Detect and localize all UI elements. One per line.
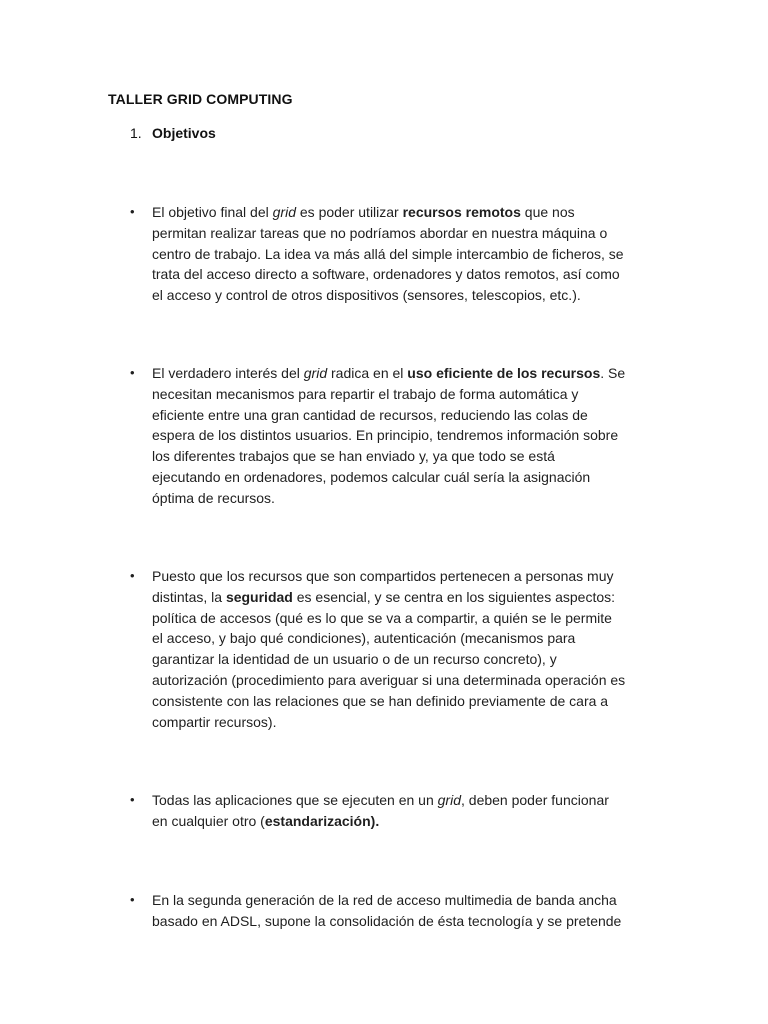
text-run: es poder utilizar xyxy=(296,204,403,220)
bullet-marker: • xyxy=(130,892,135,907)
bullet-paragraph-security xyxy=(130,566,670,732)
paragraph-line xyxy=(152,488,670,509)
paragraph-line xyxy=(152,244,670,265)
paragraph-line xyxy=(152,405,670,426)
paragraph-line xyxy=(152,202,670,223)
text-run: centro de trabajo. La idea va más allá del simple intercambio de ficheros, se xyxy=(152,245,624,262)
bullet-paragraph-standardization xyxy=(130,790,670,832)
text-run: que nos xyxy=(520,204,575,220)
paragraph-line xyxy=(152,628,670,649)
bold-text: recursos remotos xyxy=(402,204,521,220)
text-run: , deben poder funcionar xyxy=(461,792,609,808)
bullet-marker: • xyxy=(130,792,135,807)
text-run: radica en el xyxy=(327,365,408,381)
text-run: ejecutando en ordenadores, podemos calcular cuál sería la asignación xyxy=(152,468,591,485)
text-run: el acceso, y bajo qué condiciones), autenticación (mecanismos para xyxy=(152,630,576,647)
text-run: el acceso y control de otros dispositivos (sensores, telescopios, etc.). xyxy=(152,287,581,304)
text-run: trata del acceso directo a software, ordenadores y datos remotos, así como xyxy=(152,266,620,283)
paragraph-line xyxy=(152,790,670,811)
paragraph-line xyxy=(152,446,670,467)
paragraph-line xyxy=(152,811,670,832)
text-run: autorización (procedimiento para averiguar si una determinada operación es xyxy=(152,671,626,688)
text-run: espera de los distintos usuarios. En principio, tendremos información sobre xyxy=(152,427,619,444)
bullet-marker: • xyxy=(130,365,135,380)
paragraph-text xyxy=(152,363,670,509)
text-run: permitan realizar tareas que no podríamos abordar en nuestra máquina o xyxy=(152,224,608,241)
paragraph-line xyxy=(152,384,670,405)
bullet-marker: • xyxy=(130,568,135,583)
text-run: Todas las aplicaciones que se ejecuten en un xyxy=(152,792,438,808)
italic-text: grid xyxy=(303,365,328,381)
paragraph-line xyxy=(152,467,670,488)
text-run: eficiente entre una gran cantidad de recursos, reduciendo las colas de xyxy=(152,406,588,423)
paragraph-line xyxy=(152,285,670,306)
paragraph-line xyxy=(152,587,670,608)
bullet-marker: • xyxy=(130,204,135,219)
text-run: basado en ADSL, supone la consolidación de ésta tecnología y se pretende xyxy=(152,912,622,929)
paragraph-line xyxy=(152,691,670,712)
paragraph-line xyxy=(152,649,670,670)
text-run: los diferentes trabajos que se han enviado y, ya que todo se está xyxy=(152,448,555,465)
section-label: Objetivos xyxy=(152,125,216,141)
paragraph-line xyxy=(152,264,670,285)
text-run: necesitan mecanismos para repartir el trabajo de forma automática y xyxy=(152,385,579,402)
paragraph-line xyxy=(152,566,670,587)
paragraph-line xyxy=(152,712,670,733)
section-heading xyxy=(130,125,216,141)
paragraph-line xyxy=(152,608,670,629)
paragraph-text xyxy=(152,890,670,932)
paragraph-text xyxy=(152,202,670,306)
section-number: 1. xyxy=(130,125,142,141)
text-run: es esencial, y se centra en los siguientes aspectos: xyxy=(292,588,616,605)
bold-text: seguridad xyxy=(225,588,293,605)
text-run: garantizar la identidad de un usuario o de un recurso concreto), y xyxy=(152,651,557,668)
bold-text: estandarización). xyxy=(264,812,380,829)
paragraph-line xyxy=(152,670,670,691)
paragraph-text xyxy=(152,790,670,832)
paragraph-line xyxy=(152,223,670,244)
text-run: óptima de recursos. xyxy=(152,489,275,506)
text-run: Puesto que los recursos que son compartidos pertenecen a personas muy xyxy=(152,568,614,584)
paragraph-line xyxy=(152,425,670,446)
italic-text: grid xyxy=(437,792,461,808)
paragraph-text xyxy=(152,566,670,732)
bullet-paragraph-remote-resources xyxy=(130,202,670,306)
text-run: en cualquier otro ( xyxy=(152,812,265,829)
bold-text: uso eficiente de los recursos xyxy=(407,365,601,381)
text-run: . Se xyxy=(600,365,626,381)
text-run: consistente con las relaciones que se han definido previamente de cara a xyxy=(152,692,609,709)
paragraph-line xyxy=(152,363,670,384)
bullet-paragraph-second-generation xyxy=(130,890,670,932)
bullet-paragraph-efficient-use xyxy=(130,363,670,509)
text-run: El objetivo final del xyxy=(152,204,273,220)
text-run: compartir recursos). xyxy=(152,713,277,730)
document-title: TALLER GRID COMPUTING xyxy=(108,91,293,107)
text-run: El verdadero interés del xyxy=(152,365,304,381)
text-run: En la segunda generación de la red de acceso multimedia de banda ancha xyxy=(152,892,617,908)
paragraph-line xyxy=(152,890,670,911)
text-run: distintas, la xyxy=(152,588,226,605)
text-run: política de accesos (qué es lo que se va a compartir, a quién se le permite xyxy=(152,609,612,626)
italic-text: grid xyxy=(272,204,296,220)
paragraph-line xyxy=(152,911,670,932)
